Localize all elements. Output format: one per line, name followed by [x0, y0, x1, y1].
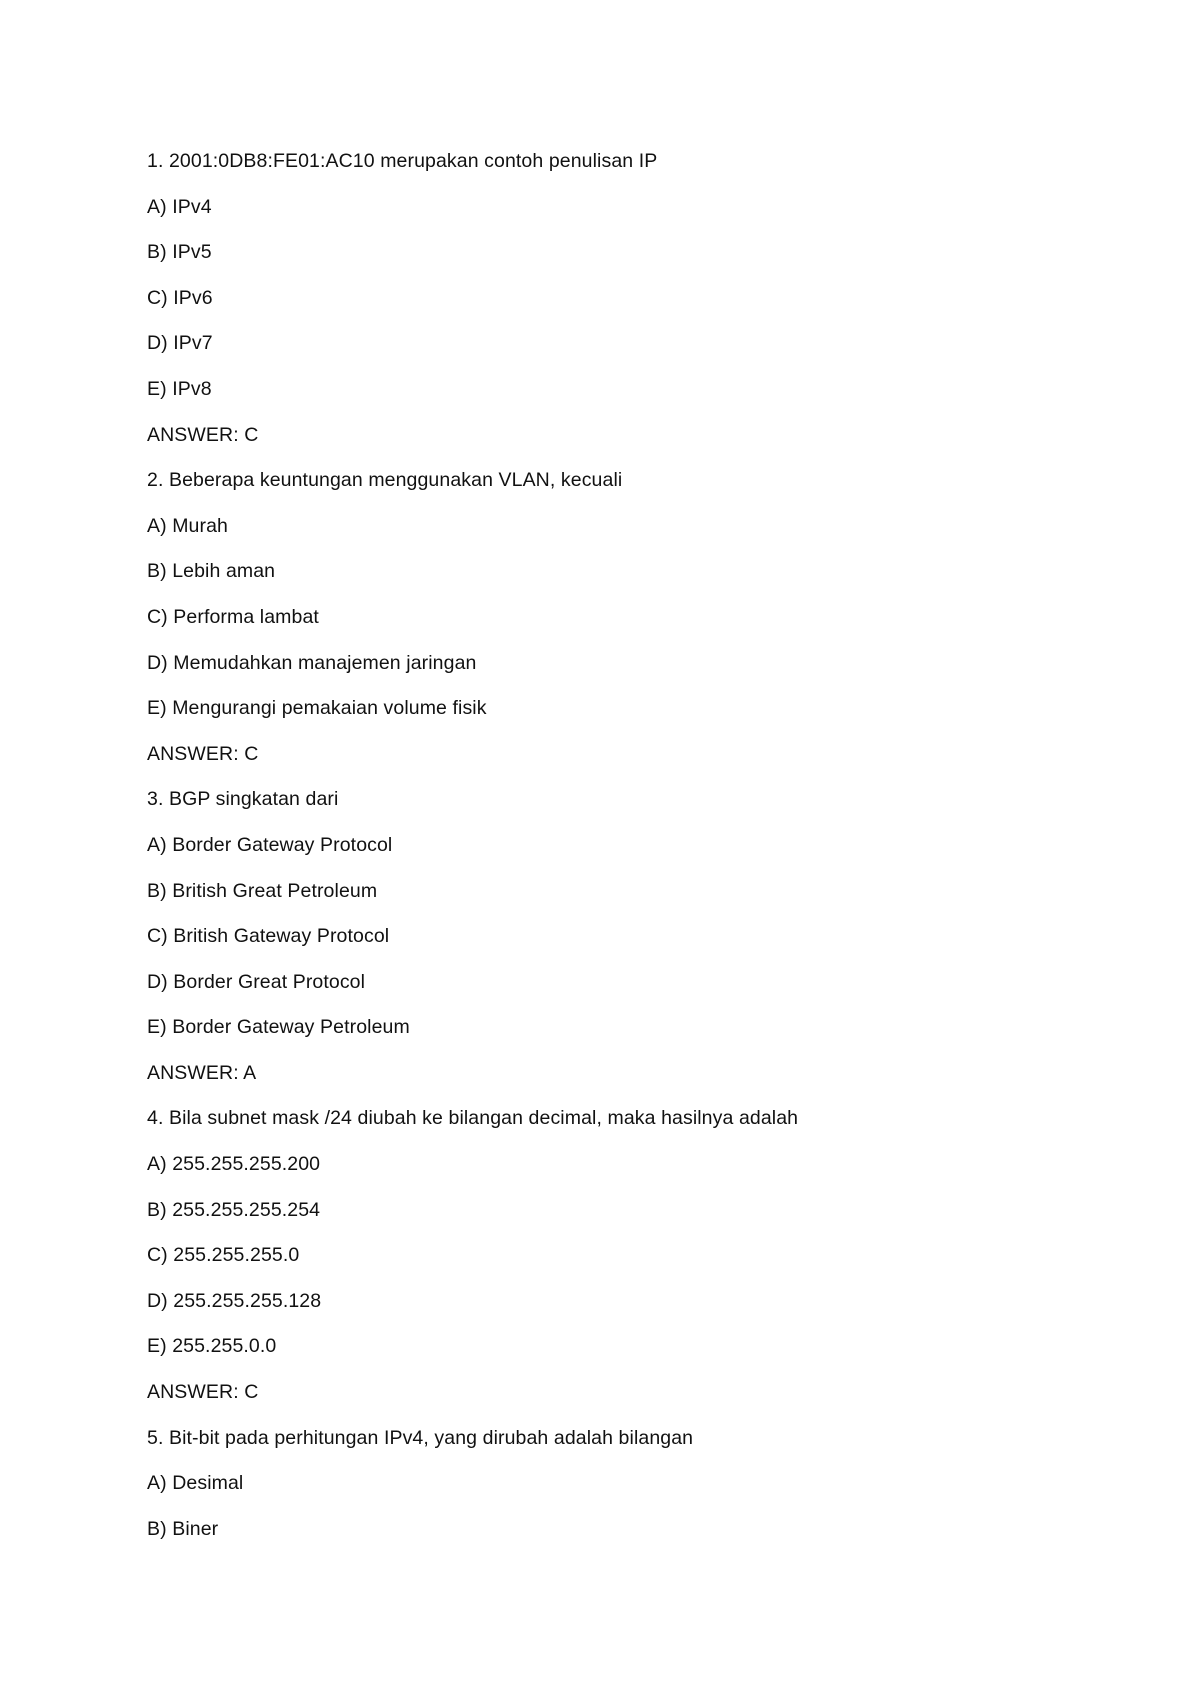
question-5-option-b: B) Biner: [147, 1517, 219, 1540]
question-1-option-e: E) IPv8: [147, 377, 212, 400]
question-3-text: 3. BGP singkatan dari: [147, 788, 339, 811]
question-2-option-d: D) Memudahkan manajemen jaringan: [147, 651, 477, 674]
question-3-option-a: A) Border Gateway Protocol: [147, 833, 393, 856]
document-body: [147, 146, 1127, 1559]
question-5-option-a: A) Desimal: [147, 1472, 244, 1495]
question-2-option-b: B) Lebih aman: [147, 560, 276, 583]
question-2-answer: ANSWER: C: [147, 742, 259, 765]
question-1-text: 1. 2001:0DB8:FE01:AC10 merupakan contoh penulisan IP: [147, 150, 658, 172]
question-4-option-b: B) 255.255.255.254: [147, 1198, 321, 1221]
question-2-option-c: C) Performa lambat: [147, 605, 319, 628]
question-2-option-e: E) Mengurangi pemakaian volume fisik: [147, 697, 487, 720]
question-4-option-a: A) 255.255.255.200: [147, 1153, 321, 1176]
question-3-option-c: C) British Gateway Protocol: [147, 925, 390, 948]
question-3-option-e: E) Border Gateway Petroleum: [147, 1016, 410, 1039]
question-4-option-e: E) 255.255.0.0: [147, 1335, 277, 1358]
question-1-option-a: A) IPv4: [147, 195, 212, 218]
question-5-text: 5. Bit-bit pada perhitungan IPv4, yang dirubah adalah bilangan: [147, 1426, 694, 1449]
question-3-answer: ANSWER: A: [147, 1061, 257, 1084]
question-1-answer: ANSWER: C: [147, 423, 259, 446]
question-4-option-c: C) 255.255.255.0: [147, 1244, 300, 1267]
question-1-option-b: B) IPv5: [147, 241, 212, 264]
question-4-answer: ANSWER: C: [147, 1381, 259, 1404]
question-4-option-d: D) 255.255.255.128: [147, 1289, 322, 1312]
question-4-text: 4. Bila subnet mask /24 diubah ke bilangan decimal, maka hasilnya adalah: [147, 1107, 799, 1130]
question-3-option-d: D) Border Great Protocol: [147, 970, 366, 993]
question-1-option-c: C) IPv6: [147, 286, 213, 309]
question-1-option-d: D) IPv7: [147, 332, 213, 355]
question-2-text: 2. Beberapa keuntungan menggunakan VLAN, kecuali: [147, 469, 623, 492]
question-2-option-a: A) Murah: [147, 514, 228, 537]
question-3-option-b: B) British Great Petroleum: [147, 879, 378, 902]
